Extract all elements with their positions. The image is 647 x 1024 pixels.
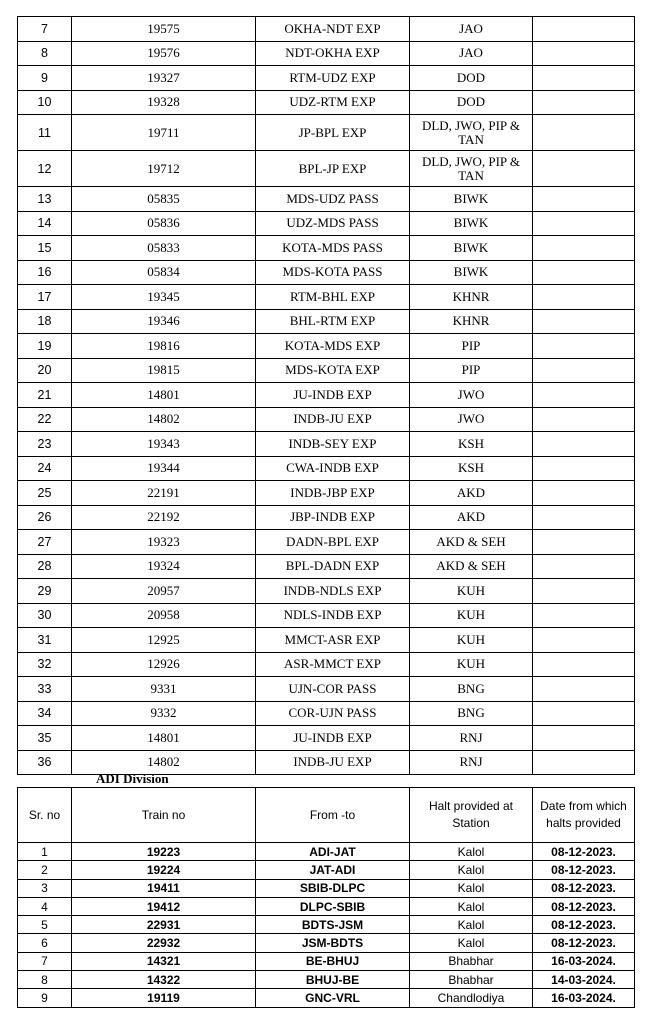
adi-division-heading: ADI Division xyxy=(96,771,169,786)
table-row xyxy=(18,530,635,555)
sr-no-cell: 32 xyxy=(18,652,72,677)
sr-no-cell: 8 xyxy=(18,971,72,989)
blank-cell xyxy=(533,456,635,481)
blank-cell xyxy=(533,628,635,653)
train-no-cell: 14322 xyxy=(72,971,256,989)
blank-cell xyxy=(533,603,635,628)
train-no-cell: 19346 xyxy=(72,309,256,334)
sr-no-cell: 30 xyxy=(18,603,72,628)
date-cell: 08-12-2023. xyxy=(533,861,635,879)
halt-station-cell: JWO xyxy=(410,407,533,432)
blank-cell xyxy=(533,334,635,359)
train-no-cell: 22931 xyxy=(72,916,256,934)
sr-no-cell: 7 xyxy=(18,952,72,970)
halt-table-body xyxy=(18,17,635,775)
table-row xyxy=(18,554,635,579)
table-row xyxy=(18,579,635,604)
blank-cell xyxy=(533,652,635,677)
route-cell: JP-BPL EXP xyxy=(256,115,410,151)
halt-station-cell: BIWK xyxy=(410,187,533,212)
train-no-cell: 19223 xyxy=(72,843,256,861)
train-no-cell: 05836 xyxy=(72,211,256,236)
route-cell: BHUJ-BE xyxy=(256,971,410,989)
route-cell: COR-UJN PASS xyxy=(256,701,410,726)
route-cell: OKHA-NDT EXP xyxy=(256,17,410,42)
table-row xyxy=(18,934,635,952)
halt-table-continued xyxy=(17,16,635,775)
train-no-cell: 20958 xyxy=(72,603,256,628)
route-cell: BPL-JP EXP xyxy=(256,151,410,187)
sr-no-cell: 18 xyxy=(18,309,72,334)
sr-no-cell: 31 xyxy=(18,628,72,653)
sr-no-cell: 13 xyxy=(18,187,72,212)
train-no-cell: 14802 xyxy=(72,407,256,432)
sr-no-cell: 25 xyxy=(18,481,72,506)
table-row xyxy=(18,861,635,879)
route-cell: UDZ-MDS PASS xyxy=(256,211,410,236)
halt-station-cell: PIP xyxy=(410,358,533,383)
table-row xyxy=(18,989,635,1007)
blank-cell xyxy=(533,358,635,383)
sr-no-cell: 20 xyxy=(18,358,72,383)
blank-cell xyxy=(533,554,635,579)
blank-cell xyxy=(533,260,635,285)
sr-no-cell: 36 xyxy=(18,750,72,775)
table-row xyxy=(18,916,635,934)
halt-station-cell: KUH xyxy=(410,628,533,653)
train-no-cell: 19343 xyxy=(72,432,256,457)
halt-station-cell: JWO xyxy=(410,383,533,408)
route-cell: JU-INDB EXP xyxy=(256,383,410,408)
train-no-cell: 19411 xyxy=(72,879,256,897)
train-no-cell: 22192 xyxy=(72,505,256,530)
blank-cell xyxy=(533,407,635,432)
sr-no-cell: 14 xyxy=(18,211,72,236)
train-no-cell: 19119 xyxy=(72,989,256,1007)
route-cell: BPL-DADN EXP xyxy=(256,554,410,579)
blank-cell xyxy=(533,677,635,702)
blank-cell xyxy=(533,432,635,457)
halt-station-cell: PIP xyxy=(410,334,533,359)
adi-table-body xyxy=(18,843,635,1008)
sr-no-cell: 2 xyxy=(18,861,72,879)
train-no-cell: 19324 xyxy=(72,554,256,579)
sr-no-cell: 10 xyxy=(18,90,72,115)
route-cell: ADI-JAT xyxy=(256,843,410,861)
blank-cell xyxy=(533,579,635,604)
halt-station-cell: KUH xyxy=(410,652,533,677)
train-no-cell: 19576 xyxy=(72,41,256,66)
halt-station-cell: BIWK xyxy=(410,260,533,285)
header-from-to: From -to xyxy=(256,788,410,843)
route-cell: INDB-NDLS EXP xyxy=(256,579,410,604)
table-row xyxy=(18,897,635,915)
table-row xyxy=(18,481,635,506)
route-cell: INDB-JBP EXP xyxy=(256,481,410,506)
train-no-cell: 19224 xyxy=(72,861,256,879)
sr-no-cell: 5 xyxy=(18,916,72,934)
route-cell: UDZ-RTM EXP xyxy=(256,90,410,115)
train-no-cell: 19323 xyxy=(72,530,256,555)
halt-station-cell: JAO xyxy=(410,41,533,66)
route-cell: INDB-JU EXP xyxy=(256,750,410,775)
route-cell: INDB-SEY EXP xyxy=(256,432,410,457)
route-cell: NDLS-INDB EXP xyxy=(256,603,410,628)
date-cell: 14-03-2024. xyxy=(533,971,635,989)
blank-cell xyxy=(533,750,635,775)
adi-table-header-row xyxy=(18,788,635,843)
route-cell: MDS-KOTA EXP xyxy=(256,358,410,383)
train-no-cell: 19412 xyxy=(72,897,256,915)
table-row xyxy=(18,309,635,334)
blank-cell xyxy=(533,211,635,236)
table-row xyxy=(18,879,635,897)
halt-station-cell: AKD & SEH xyxy=(410,554,533,579)
header-sr-no: Sr. no xyxy=(18,788,72,843)
route-cell: GNC-VRL xyxy=(256,989,410,1007)
halt-station-cell: Chandlodiya xyxy=(410,989,533,1007)
blank-cell xyxy=(533,90,635,115)
halt-station-cell: BNG xyxy=(410,701,533,726)
table-row xyxy=(18,407,635,432)
halt-station-cell: KUH xyxy=(410,579,533,604)
route-cell: MDS-KOTA PASS xyxy=(256,260,410,285)
sr-no-cell: 11 xyxy=(18,115,72,151)
route-cell: DLPC-SBIB xyxy=(256,897,410,915)
sr-no-cell: 3 xyxy=(18,879,72,897)
sr-no-cell: 17 xyxy=(18,285,72,310)
sr-no-cell: 9 xyxy=(18,66,72,91)
halt-station-cell: Kalol xyxy=(410,861,533,879)
table-row xyxy=(18,260,635,285)
train-no-cell: 05834 xyxy=(72,260,256,285)
halt-station-cell: AKD & SEH xyxy=(410,530,533,555)
blank-cell xyxy=(533,701,635,726)
table-row xyxy=(18,952,635,970)
table-row xyxy=(18,971,635,989)
table-row xyxy=(18,456,635,481)
table-row xyxy=(18,505,635,530)
sr-no-cell: 22 xyxy=(18,407,72,432)
route-cell: KOTA-MDS PASS xyxy=(256,236,410,261)
halt-station-cell: KSH xyxy=(410,456,533,481)
sr-no-cell: 8 xyxy=(18,41,72,66)
train-no-cell: 19815 xyxy=(72,358,256,383)
train-no-cell: 9332 xyxy=(72,701,256,726)
sr-no-cell: 28 xyxy=(18,554,72,579)
route-cell: RTM-BHL EXP xyxy=(256,285,410,310)
sr-no-cell: 34 xyxy=(18,701,72,726)
route-cell: BDTS-JSM xyxy=(256,916,410,934)
halt-station-cell: JAO xyxy=(410,17,533,42)
train-no-cell: 22191 xyxy=(72,481,256,506)
train-no-cell: 14801 xyxy=(72,383,256,408)
route-cell: KOTA-MDS EXP xyxy=(256,334,410,359)
table-row xyxy=(18,17,635,42)
train-no-cell: 19575 xyxy=(72,17,256,42)
route-cell: SBIB-DLPC xyxy=(256,879,410,897)
train-no-cell: 14321 xyxy=(72,952,256,970)
sr-no-cell: 15 xyxy=(18,236,72,261)
table-row xyxy=(18,726,635,751)
halt-station-cell: BIWK xyxy=(410,236,533,261)
route-cell: BE-BHUJ xyxy=(256,952,410,970)
table-row xyxy=(18,41,635,66)
date-cell: 16-03-2024. xyxy=(533,989,635,1007)
route-cell: RTM-UDZ EXP xyxy=(256,66,410,91)
table-row xyxy=(18,677,635,702)
blank-cell xyxy=(533,309,635,334)
halt-station-cell: Kalol xyxy=(410,934,533,952)
train-no-cell: 19328 xyxy=(72,90,256,115)
train-no-cell: 9331 xyxy=(72,677,256,702)
table-row xyxy=(18,701,635,726)
train-no-cell: 14801 xyxy=(72,726,256,751)
halt-station-cell: Kalol xyxy=(410,897,533,915)
train-no-cell: 20957 xyxy=(72,579,256,604)
route-cell: MDS-UDZ PASS xyxy=(256,187,410,212)
adi-division-table xyxy=(17,787,635,1008)
halt-station-cell: Kalol xyxy=(410,916,533,934)
sr-no-cell: 27 xyxy=(18,530,72,555)
table-row xyxy=(18,236,635,261)
route-cell: CWA-INDB EXP xyxy=(256,456,410,481)
halt-station-cell: Kalol xyxy=(410,843,533,861)
train-no-cell: 19711 xyxy=(72,115,256,151)
route-cell: BHL-RTM EXP xyxy=(256,309,410,334)
blank-cell xyxy=(533,115,635,151)
route-cell: UJN-COR PASS xyxy=(256,677,410,702)
blank-cell xyxy=(533,17,635,42)
blank-cell xyxy=(533,236,635,261)
table-row xyxy=(18,603,635,628)
halt-station-cell: DOD xyxy=(410,66,533,91)
sr-no-cell: 26 xyxy=(18,505,72,530)
date-cell: 08-12-2023. xyxy=(533,934,635,952)
table-row xyxy=(18,334,635,359)
table-row xyxy=(18,115,635,151)
halt-station-cell: AKD xyxy=(410,481,533,506)
route-cell: DADN-BPL EXP xyxy=(256,530,410,555)
table-row xyxy=(18,652,635,677)
sr-no-cell: 4 xyxy=(18,897,72,915)
train-no-cell: 22932 xyxy=(72,934,256,952)
halt-station-cell: AKD xyxy=(410,505,533,530)
halt-station-cell: KUH xyxy=(410,603,533,628)
halt-station-cell: Bhabhar xyxy=(410,971,533,989)
header-date-from: Date from which halts provided xyxy=(533,788,635,843)
table-row xyxy=(18,66,635,91)
route-cell: JU-INDB EXP xyxy=(256,726,410,751)
sr-no-cell: 6 xyxy=(18,934,72,952)
halt-station-cell: DOD xyxy=(410,90,533,115)
table-row xyxy=(18,151,635,187)
halt-station-cell: KHNR xyxy=(410,309,533,334)
header-halt-station: Halt provided at Station xyxy=(410,788,533,843)
route-cell: INDB-JU EXP xyxy=(256,407,410,432)
train-no-cell: 19816 xyxy=(72,334,256,359)
sr-no-cell: 21 xyxy=(18,383,72,408)
table-row xyxy=(18,383,635,408)
sr-no-cell: 19 xyxy=(18,334,72,359)
sr-no-cell: 33 xyxy=(18,677,72,702)
blank-cell xyxy=(533,151,635,187)
halt-station-cell: KHNR xyxy=(410,285,533,310)
blank-cell xyxy=(533,726,635,751)
date-cell: 16-03-2024. xyxy=(533,952,635,970)
train-no-cell: 19345 xyxy=(72,285,256,310)
train-no-cell: 05835 xyxy=(72,187,256,212)
halt-station-cell: RNJ xyxy=(410,750,533,775)
route-cell: NDT-OKHA EXP xyxy=(256,41,410,66)
train-no-cell: 12925 xyxy=(72,628,256,653)
halt-station-cell: KSH xyxy=(410,432,533,457)
sr-no-cell: 23 xyxy=(18,432,72,457)
table-row xyxy=(18,285,635,310)
blank-cell xyxy=(533,187,635,212)
halt-station-cell: DLD, JWO, PIP & TAN xyxy=(410,115,533,151)
halt-station-cell: RNJ xyxy=(410,726,533,751)
table-row xyxy=(18,432,635,457)
halt-station-cell: Kalol xyxy=(410,879,533,897)
route-cell: ASR-MMCT EXP xyxy=(256,652,410,677)
blank-cell xyxy=(533,530,635,555)
sr-no-cell: 35 xyxy=(18,726,72,751)
sr-no-cell: 12 xyxy=(18,151,72,187)
sr-no-cell: 24 xyxy=(18,456,72,481)
sr-no-cell: 29 xyxy=(18,579,72,604)
blank-cell xyxy=(533,383,635,408)
train-no-cell: 19712 xyxy=(72,151,256,187)
halt-station-cell: Bhabhar xyxy=(410,952,533,970)
route-cell: JSM-BDTS xyxy=(256,934,410,952)
route-cell: MMCT-ASR EXP xyxy=(256,628,410,653)
date-cell: 08-12-2023. xyxy=(533,897,635,915)
table-row xyxy=(18,358,635,383)
blank-cell xyxy=(533,66,635,91)
train-no-cell: 05833 xyxy=(72,236,256,261)
blank-cell xyxy=(533,481,635,506)
sr-no-cell: 7 xyxy=(18,17,72,42)
table-row xyxy=(18,90,635,115)
sr-no-cell: 9 xyxy=(18,989,72,1007)
blank-cell xyxy=(533,41,635,66)
blank-cell xyxy=(533,285,635,310)
table-row xyxy=(18,628,635,653)
halt-station-cell: BIWK xyxy=(410,211,533,236)
train-no-cell: 19344 xyxy=(72,456,256,481)
route-cell: JAT-ADI xyxy=(256,861,410,879)
table-row xyxy=(18,187,635,212)
train-no-cell: 12926 xyxy=(72,652,256,677)
date-cell: 08-12-2023. xyxy=(533,843,635,861)
halt-station-cell: BNG xyxy=(410,677,533,702)
header-train-no: Train no xyxy=(72,788,256,843)
date-cell: 08-12-2023. xyxy=(533,916,635,934)
train-no-cell: 19327 xyxy=(72,66,256,91)
train-no-cell: 14802 xyxy=(72,750,256,775)
route-cell: JBP-INDB EXP xyxy=(256,505,410,530)
sr-no-cell: 1 xyxy=(18,843,72,861)
date-cell: 08-12-2023. xyxy=(533,879,635,897)
halt-station-cell: DLD, JWO, PIP & TAN xyxy=(410,151,533,187)
table-row xyxy=(18,843,635,861)
blank-cell xyxy=(533,505,635,530)
sr-no-cell: 16 xyxy=(18,260,72,285)
table-row xyxy=(18,211,635,236)
